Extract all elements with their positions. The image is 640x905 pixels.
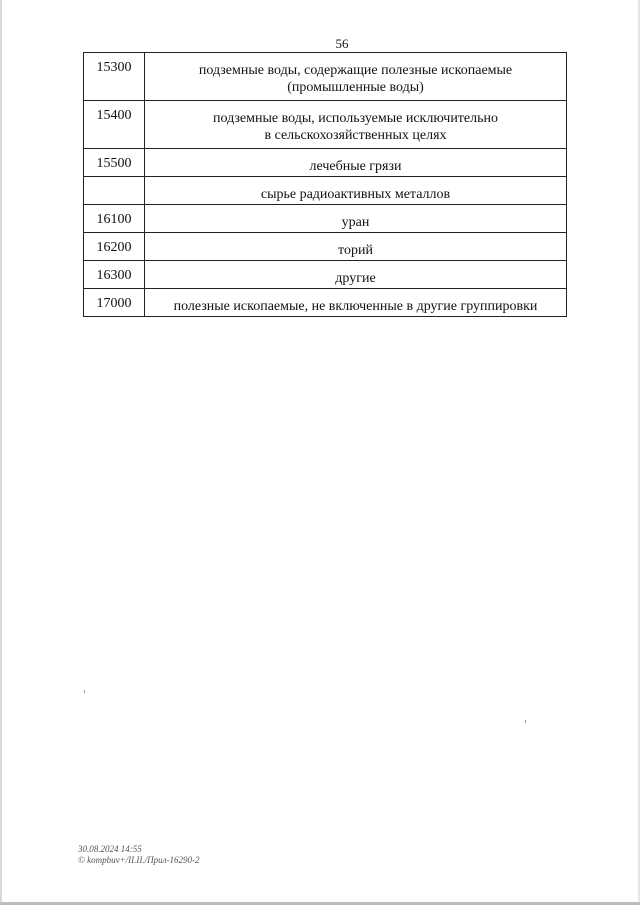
description-line: подземные воды, содержащие полезные ископаемые [198,63,513,78]
description-line: подземные воды, используемые исключительно [212,111,499,126]
description-line: другие [335,271,376,286]
code-cell: 15500 [84,149,145,177]
scan-speck [525,720,526,723]
description-line: в сельскохозяйственных целях [264,128,447,143]
scan-speck [84,690,85,693]
table-row [84,205,567,233]
table-row [84,233,567,261]
description-cell [145,289,567,317]
table-row [84,261,567,289]
description-line: (промышленные воды) [287,80,424,95]
description-cell [145,53,567,101]
description-line: сырье радиоактивных металлов [260,187,451,202]
description-cell [145,233,567,261]
description-line: уран [341,215,370,230]
table-row [84,149,567,177]
table-row [84,289,567,317]
description-cell [145,205,567,233]
footer-document-id: © kompbuv+/II.II./Прил-16290-2 [78,855,200,865]
table-row [84,101,567,149]
table-row [84,177,567,205]
table-row [84,53,567,101]
description-cell [145,177,567,205]
footer-stamp [78,844,200,866]
code-cell: 16300 [84,261,145,289]
page-edge-left [0,0,2,905]
code-cell: 16100 [84,205,145,233]
code-cell: 16200 [84,233,145,261]
footer-timestamp: 30.08.2024 14:55 [78,844,142,854]
code-cell: 15300 [84,53,145,101]
description-cell [145,101,567,149]
description-line: торий [338,243,373,258]
code-cell: 15400 [84,101,145,149]
code-cell [84,177,145,205]
code-cell: 17000 [84,289,145,317]
description-line: полезные ископаемые, не включенные в другие группировки [173,299,538,314]
description-cell [145,261,567,289]
description-cell [145,149,567,177]
classification-table [83,52,567,317]
description-line: лечебные грязи [309,159,402,174]
page-number: 56 [335,36,349,51]
